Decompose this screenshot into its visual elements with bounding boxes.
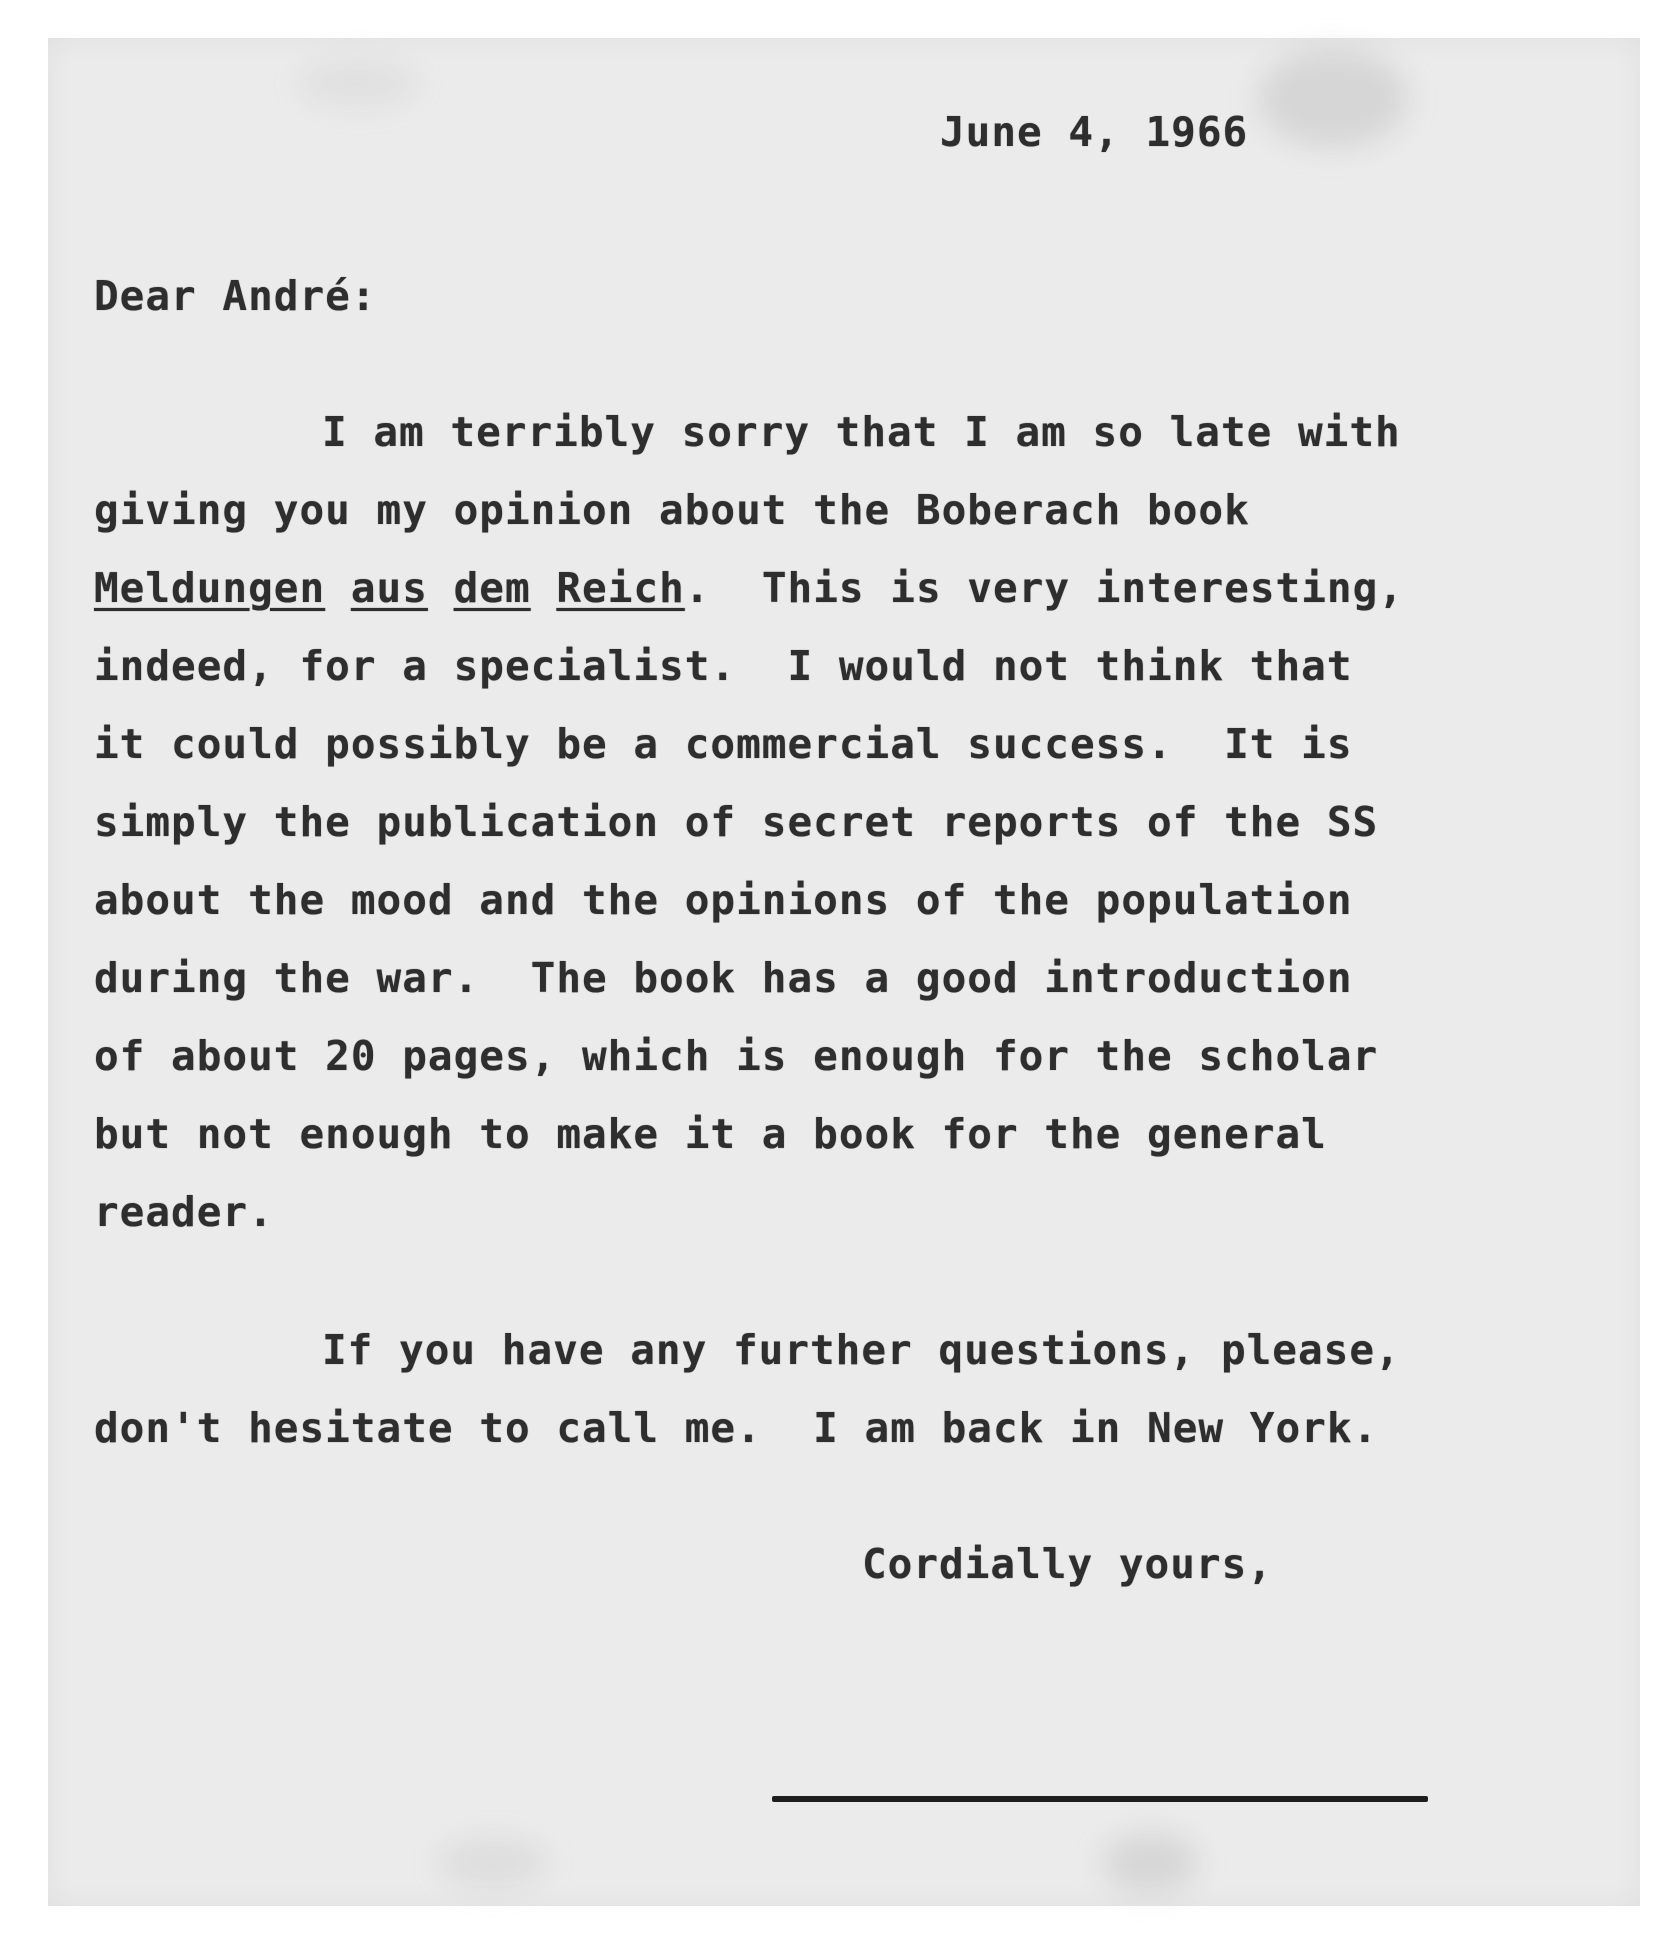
body-line: of about 20 pages, which is enough for the scholar bbox=[94, 1032, 1379, 1080]
paper-smudge bbox=[298, 58, 418, 108]
salutation: Dear André: bbox=[94, 272, 377, 320]
body-line: simply the publication of secret reports of the SS bbox=[94, 798, 1379, 846]
body-line: If you have any further questions, please, bbox=[322, 1326, 1401, 1374]
body-line: indeed, for a specialist. I would not think that bbox=[94, 642, 1353, 690]
body-line-with-title bbox=[94, 564, 1404, 612]
paper-smudge bbox=[1103, 1833, 1198, 1893]
body-line: giving you my opinion about the Boberach book bbox=[94, 486, 1250, 534]
body-line: I am terribly sorry that I am so late with bbox=[322, 408, 1401, 456]
signature-line bbox=[772, 1796, 1428, 1802]
book-title-word: Reich bbox=[556, 564, 685, 612]
paper-smudge bbox=[1258, 48, 1408, 148]
body-line: don't hesitate to call me. I am back in New York. bbox=[94, 1404, 1379, 1452]
book-title-word: Meldungen bbox=[94, 564, 326, 612]
body-line: reader. bbox=[94, 1188, 274, 1236]
book-title-word: dem bbox=[453, 564, 531, 612]
paper-smudge bbox=[438, 1838, 548, 1888]
body-line: during the war. The book has a good introduction bbox=[94, 954, 1353, 1002]
book-title-word: aus bbox=[350, 564, 428, 612]
closing: Cordially yours, bbox=[862, 1540, 1273, 1588]
body-line: but not enough to make it a book for the general bbox=[94, 1110, 1327, 1158]
body-line: it could possibly be a commercial success. It is bbox=[94, 720, 1353, 768]
body-line-rest: . This is very interesting, bbox=[684, 564, 1404, 612]
body-line: about the mood and the opinions of the population bbox=[94, 876, 1353, 924]
letter-date: June 4, 1966 bbox=[940, 108, 1249, 156]
